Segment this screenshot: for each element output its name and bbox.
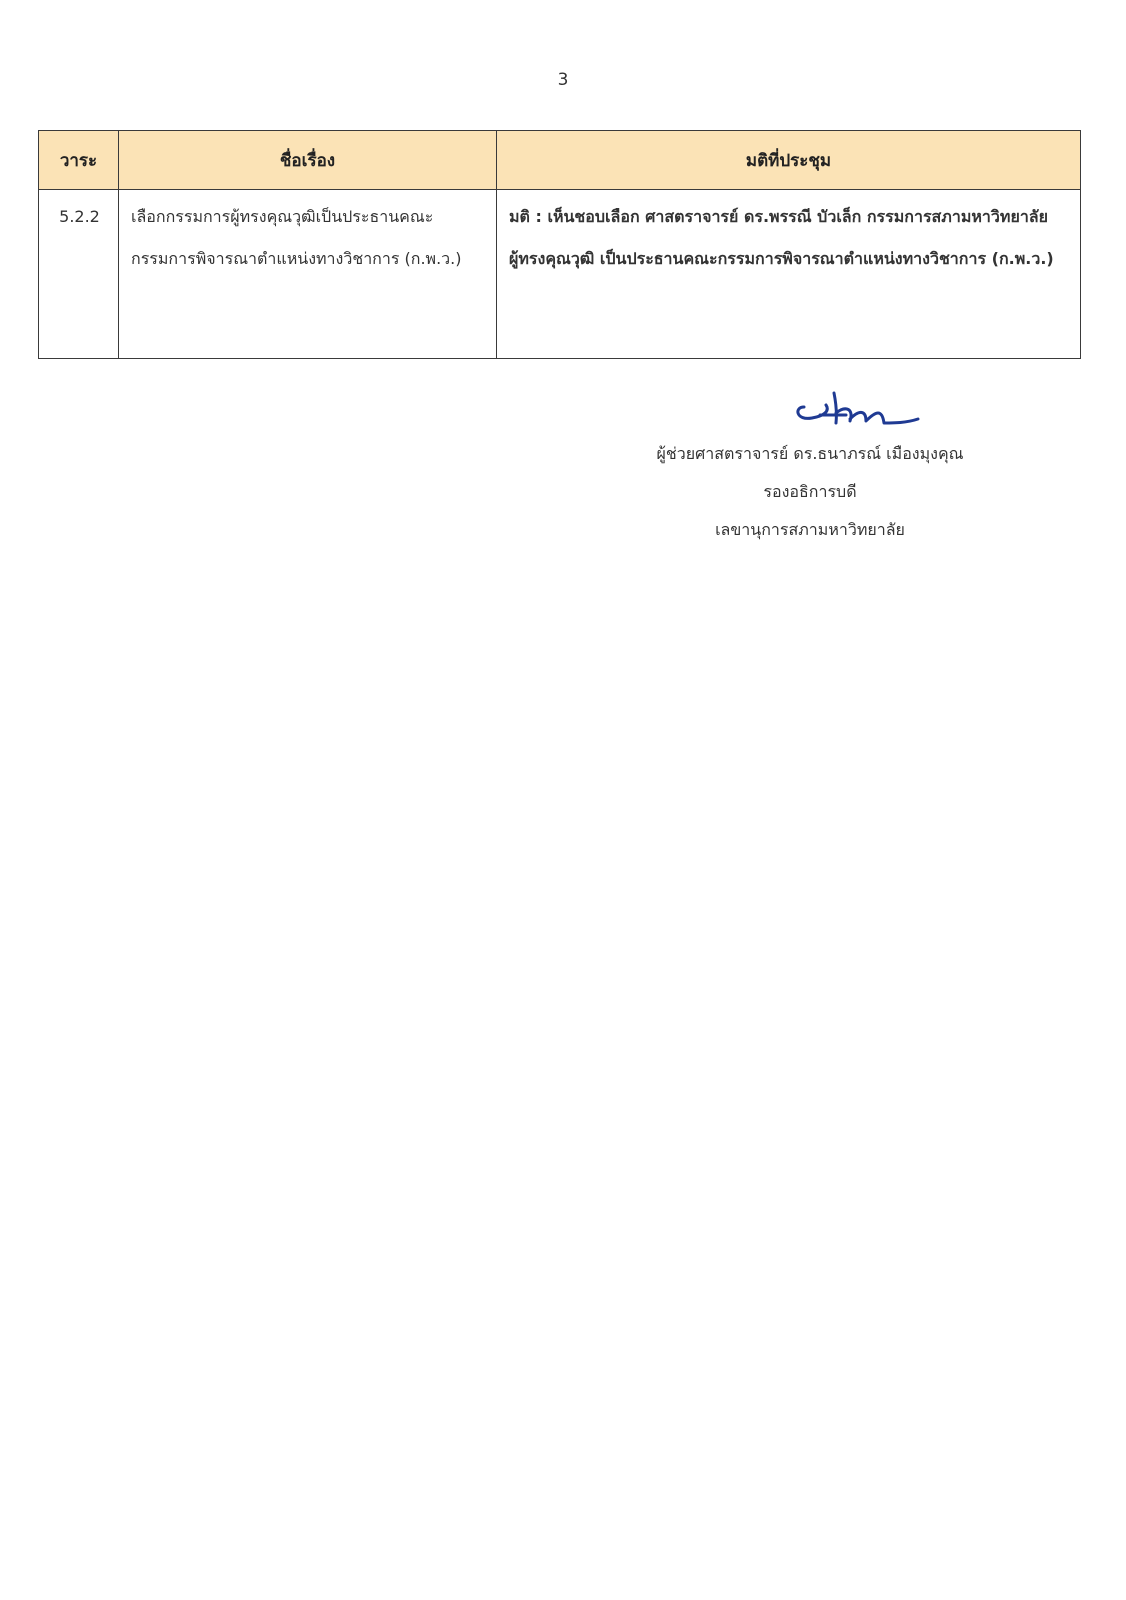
signature-block bbox=[600, 385, 1020, 549]
agenda-number: 5.2.2 bbox=[39, 190, 119, 359]
header-subject: ชื่อเรื่อง bbox=[119, 131, 497, 190]
resolution-text: มติ : เห็นชอบเลือก ศาสตราจารย์ ดร.พรรณี บัวเล็ก กรรมการสภามหาวิทยาลัยผู้ทรงคุณวุฒิ เป็นประธานคณะกรรมการพิจารณาตำแหน่งทางวิชาการ (ก.พ.ว.) bbox=[497, 190, 1081, 359]
handwritten-signature bbox=[790, 385, 950, 435]
signatory-name: ผู้ช่วยศาสตราจารย์ ดร.ธนาภรณ์ เมืองมุงคุณ bbox=[656, 444, 964, 463]
signatory-position: รองอธิการบดี bbox=[763, 482, 857, 501]
subject-text: เลือกกรรมการผู้ทรงคุณวุฒิเป็นประธานคณะกรรมการพิจารณาตำแหน่งทางวิชาการ (ก.พ.ว.) bbox=[119, 190, 497, 359]
signatory-role: เลขานุการสภามหาวิทยาลัย bbox=[715, 520, 905, 539]
header-resolution: มติที่ประชุม bbox=[497, 131, 1081, 190]
table-header-row bbox=[39, 131, 1081, 190]
resolution-table bbox=[38, 130, 1081, 359]
header-agenda: วาระ bbox=[39, 131, 119, 190]
table-row bbox=[39, 190, 1081, 359]
page-number: 3 bbox=[557, 70, 569, 90]
